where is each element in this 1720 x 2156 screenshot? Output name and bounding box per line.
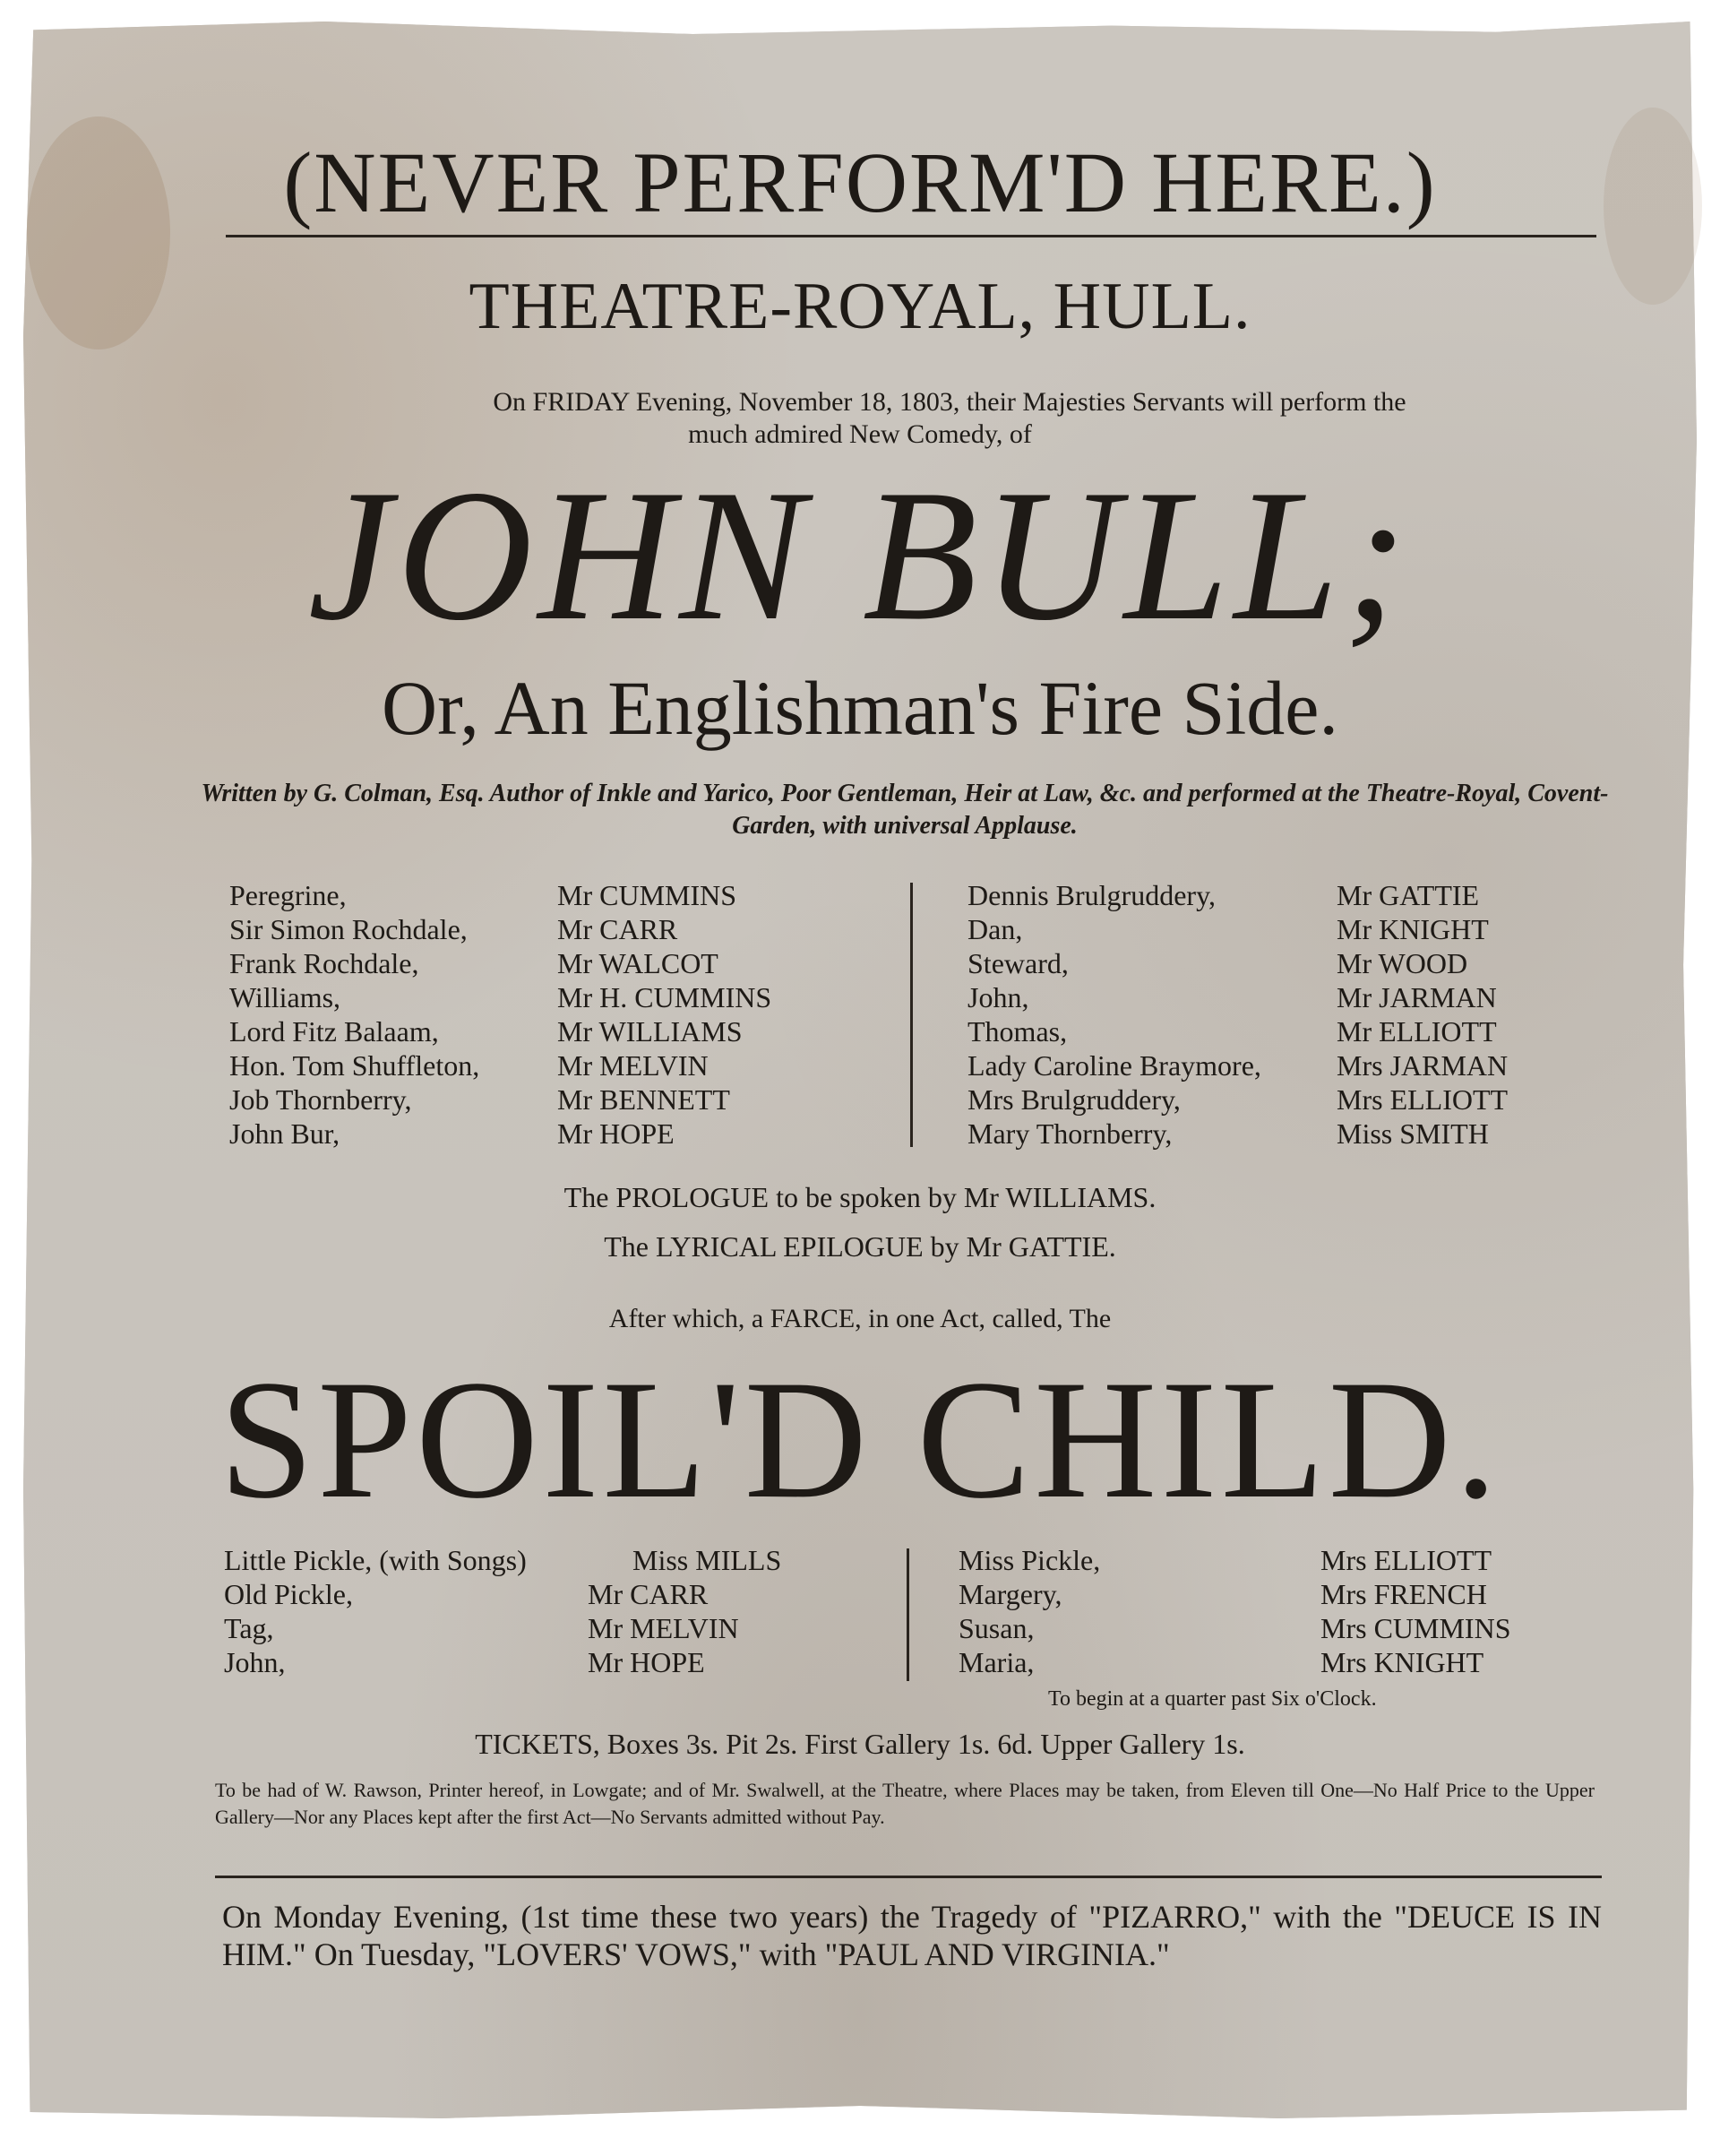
cast-actor: Mr WILLIAMS	[557, 1015, 743, 1048]
cast-actor: Mr MELVIN	[588, 1612, 739, 1644]
cast-actor: Mrs FRENCH	[1320, 1578, 1487, 1610]
cast-actor: Mr KNIGHT	[1337, 913, 1489, 945]
cast-role: Dennis Brulgruddery,	[968, 879, 1216, 911]
cast-role: Old Pickle,	[224, 1578, 353, 1610]
cast-actor: Mr H. CUMMINS	[557, 981, 772, 1013]
cast-role: Maria,	[959, 1646, 1035, 1678]
start-time-note: To begin at a quarter past Six o'Clock.	[1048, 1687, 1377, 1711]
cast-actor: Mrs JARMAN	[1337, 1049, 1509, 1082]
farce-intro: After which, a FARCE, in one Act, called, The	[608, 1304, 1112, 1333]
cast-role: Hon. Tom Shuffleton,	[229, 1049, 480, 1082]
cast-role: Lord Fitz Balaam,	[229, 1015, 439, 1048]
prologue-line: The PROLOGUE to be spoken by Mr WILLIAMS.	[563, 1181, 1157, 1213]
cast-role: Peregrine,	[229, 879, 347, 911]
ticket-sales-note: To be had of W. Rawson, Printer hereof, in Lowgate; and of Mr. Swalwell, at the Theatre, where Places may be taken, from Eleven till One—No Half Price to the Upper Gallery—Nor any Places kept after the first Act—No Servants admitted without Pay.	[215, 1779, 1595, 1828]
farce-title: SPOIL'D CHILD.	[219, 1346, 1501, 1534]
cast-role: Little Pickle, (with Songs)	[224, 1544, 527, 1576]
comedy-intro-line: much admired New Comedy, of	[688, 419, 1032, 449]
cast-actor: Mrs ELLIOTT	[1337, 1083, 1509, 1116]
main-play-subtitle: Or, An Englishman's Fire Side.	[382, 665, 1338, 751]
performance-date-line: On FRIDAY Evening, November 18, 1803, their Majesties Servants will perform the	[493, 387, 1406, 417]
cast-actor: Mr WALCOT	[557, 947, 718, 979]
author-credit: Written by G. Colman, Esq. Author of Inkle and Yarico, Poor Gentleman, Heir at Law, &c. and performed at the Theatre-Royal, Covent-Garden, with universal Applause.	[201, 780, 1609, 840]
bottom-rule	[215, 1876, 1602, 1878]
farce-cast-divider	[907, 1548, 909, 1681]
cast-role: John Bur,	[229, 1117, 340, 1150]
cast-role: Mrs Brulgruddery,	[968, 1083, 1181, 1116]
never-performed-heading: (NEVER PERFORM'D HERE.)	[283, 134, 1437, 230]
cast-role: John,	[224, 1646, 286, 1678]
cast-role: Tag,	[224, 1612, 274, 1644]
cast-role: Mary Thornberry,	[968, 1117, 1173, 1150]
cast-role: Susan,	[959, 1612, 1035, 1644]
top-rule	[226, 235, 1596, 237]
cast-actor: Mr CARR	[588, 1578, 709, 1610]
cast-divider	[910, 883, 913, 1147]
cast-role: Margery,	[959, 1578, 1062, 1610]
cast-actor: Miss MILLS	[632, 1544, 782, 1576]
cast-actor: Mr CUMMINS	[557, 879, 737, 911]
epilogue-line: The LYRICAL EPILOGUE by Mr GATTIE.	[604, 1230, 1116, 1263]
cast-role: Sir Simon Rochdale,	[229, 913, 468, 945]
cast-actor: Mr ELLIOTT	[1337, 1015, 1497, 1048]
cast-actor: Mr CARR	[557, 913, 678, 945]
cast-role: Frank Rochdale,	[229, 947, 419, 979]
cast-actor: Mrs CUMMINS	[1320, 1612, 1511, 1644]
cast-actor: Mr WOOD	[1337, 947, 1468, 979]
cast-actor: Miss SMITH	[1337, 1117, 1489, 1150]
cast-actor: Mr MELVIN	[557, 1049, 709, 1082]
cast-role: Williams,	[229, 981, 341, 1013]
theatre-name: THEATRE-ROYAL, HULL.	[469, 270, 1251, 343]
ticket-prices: TICKETS, Boxes 3s. Pit 2s. First Gallery 1s. 6d. Upper Gallery 1s.	[475, 1728, 1245, 1760]
cast-role: Miss Pickle,	[959, 1544, 1101, 1576]
cast-role: Steward,	[968, 947, 1069, 979]
cast-actor: Mr HOPE	[588, 1646, 705, 1678]
cast-actor: Mr GATTIE	[1337, 879, 1480, 911]
upcoming-performances: On Monday Evening, (1st time these two years) the Tragedy of "PIZARRO," with the "DEUCE IS IN HIM." On Tuesday, "LOVERS' VOWS," with "PAUL AND VIRGINIA."	[222, 1899, 1602, 1972]
cast-role: John,	[968, 981, 1029, 1013]
main-play-title: JOHN BULL;	[307, 452, 1413, 660]
cast-actor: Mr JARMAN	[1337, 981, 1497, 1013]
cast-actor: Mrs ELLIOTT	[1320, 1544, 1492, 1576]
cast-role: Dan,	[968, 913, 1023, 945]
cast-role: Job Thornberry,	[229, 1083, 412, 1116]
cast-actor: Mrs KNIGHT	[1320, 1646, 1484, 1678]
cast-actor: Mr BENNETT	[557, 1083, 730, 1116]
cast-actor: Mr HOPE	[557, 1117, 675, 1150]
cast-role: Lady Caroline Braymore,	[968, 1049, 1261, 1082]
cast-role: Thomas,	[968, 1015, 1068, 1048]
